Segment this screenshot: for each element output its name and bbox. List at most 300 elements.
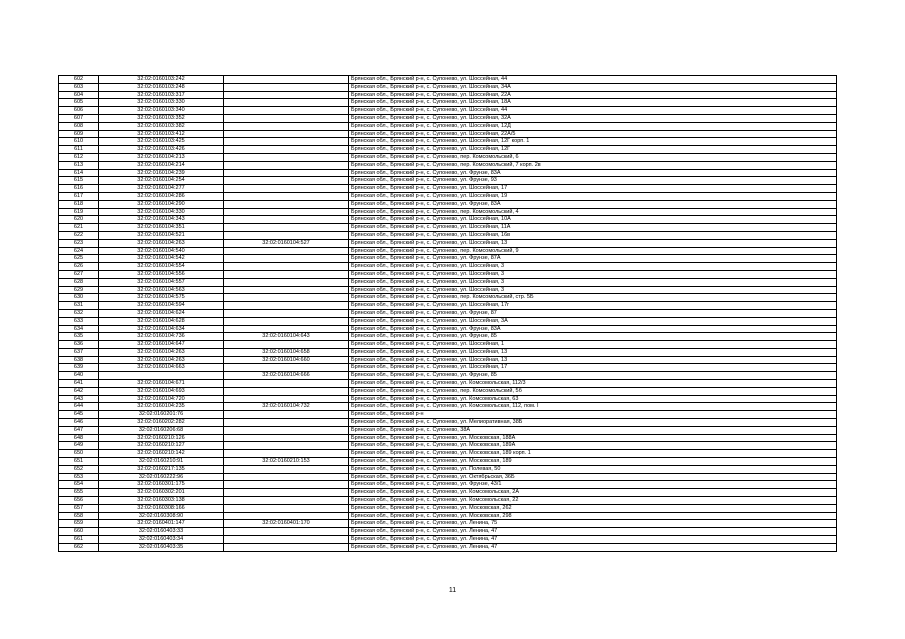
row-number-cell: 638	[59, 356, 99, 364]
address-cell: Брянская обл., Брянский р-н, с. Супонево, ул. Шоссейная, 22А/5	[349, 130, 837, 138]
related-cadastral-number-cell	[224, 138, 349, 146]
cadastral-number-cell: 32:02:0160104:554	[99, 263, 224, 271]
related-cadastral-number-cell	[224, 263, 349, 271]
related-cadastral-number-cell	[224, 83, 349, 91]
table-row	[59, 76, 837, 84]
cadastral-number-cell: 32:02:0160103:425	[99, 138, 224, 146]
cadastral-number-cell: 32:02:0160104:351	[99, 224, 224, 232]
related-cadastral-number-cell	[224, 411, 349, 419]
cadastral-number-cell: 32:02:0160104:330	[99, 208, 224, 216]
address-cell: Брянская обл., Брянский р-н, с. Супонево, ул. Московская, 189	[349, 458, 837, 466]
row-number-cell: 605	[59, 99, 99, 107]
cadastral-number-cell: 32:02:0160206:68	[99, 426, 224, 434]
table-row	[59, 153, 837, 161]
row-number-cell: 608	[59, 122, 99, 130]
row-number-cell: 648	[59, 434, 99, 442]
table-row	[59, 528, 837, 536]
related-cadastral-number-cell	[224, 192, 349, 200]
cadastral-number-cell: 32:02:0160201:76	[99, 411, 224, 419]
cadastral-number-cell: 32:02:0160104:542	[99, 255, 224, 263]
address-cell: Брянская обл., Брянский р-н, с. Супонево, ул. Фрунзе, 83А	[349, 325, 837, 333]
address-cell: Брянская обл., Брянский р-н, с. Супонево, пер. Комсомольский, 6	[349, 153, 837, 161]
table-row	[59, 130, 837, 138]
cadastral-number-cell: 32:02:0160103:242	[99, 76, 224, 84]
table-row	[59, 177, 837, 185]
row-number-cell: 640	[59, 372, 99, 380]
table-row	[59, 395, 837, 403]
table-row	[59, 356, 837, 364]
table-row	[59, 387, 837, 395]
related-cadastral-number-cell	[224, 512, 349, 520]
address-cell: Брянская обл., Брянский р-н, с. Супонево, ул. Московская, 188А	[349, 434, 837, 442]
cadastral-number-cell: 32:02:0160104:671	[99, 380, 224, 388]
related-cadastral-number-cell	[224, 489, 349, 497]
address-cell: Брянская обл., Брянский р-н, с. Супонево, ул. Шоссейная, 12Д	[349, 122, 837, 130]
table-row	[59, 161, 837, 169]
address-cell: Брянская обл., Брянский р-н, с. Супонево, ул. Московская, 189 корп. 1	[349, 450, 837, 458]
cadastral-number-cell: 32:02:0160217:135	[99, 465, 224, 473]
row-number-cell: 649	[59, 442, 99, 450]
row-number-cell: 647	[59, 426, 99, 434]
cadastral-number-cell: 32:02:0160104:556	[99, 270, 224, 278]
cadastral-number-cell: 32:02:0160104:634	[99, 325, 224, 333]
table-row	[59, 231, 837, 239]
table-row	[59, 380, 837, 388]
row-number-cell: 661	[59, 536, 99, 544]
row-number-cell: 620	[59, 216, 99, 224]
address-cell: Брянская обл., Брянский р-н, с. Супонево, ул. Комсомольская, 2А	[349, 489, 837, 497]
table-row	[59, 169, 837, 177]
related-cadastral-number-cell	[224, 177, 349, 185]
row-number-cell: 646	[59, 419, 99, 427]
related-cadastral-number-cell	[224, 208, 349, 216]
table-row	[59, 138, 837, 146]
table-row	[59, 294, 837, 302]
address-cell: Брянская обл., Брянский р-н, с. Супонево, ул. Ленина, 47	[349, 528, 837, 536]
row-number-cell: 650	[59, 450, 99, 458]
row-number-cell: 641	[59, 380, 99, 388]
table-row	[59, 185, 837, 193]
address-cell: Брянская обл., Брянский р-н, с. Супонево, ул. Московская, 298	[349, 512, 837, 520]
table-row	[59, 325, 837, 333]
related-cadastral-number-cell: 32:02:0160104:660	[224, 356, 349, 364]
row-number-cell: 606	[59, 107, 99, 115]
table-row	[59, 286, 837, 294]
related-cadastral-number-cell: 32:02:0160401:170	[224, 520, 349, 528]
table-row	[59, 278, 837, 286]
page-number: 11	[448, 587, 457, 594]
related-cadastral-number-cell	[224, 122, 349, 130]
table-row	[59, 317, 837, 325]
row-number-cell: 660	[59, 528, 99, 536]
cadastral-number-cell: 32:02:0160104:540	[99, 247, 224, 255]
address-cell: Брянская обл., Брянский р-н, с. Супонево, ул. Шоссейная, 17г	[349, 302, 837, 310]
row-number-cell: 635	[59, 333, 99, 341]
table-row	[59, 122, 837, 130]
table-row	[59, 372, 837, 380]
address-cell: Брянская обл., Брянский р-н, с. Супонево, ул. Шоссейная, 3	[349, 286, 837, 294]
related-cadastral-number-cell: 32:02:0160104:527	[224, 239, 349, 247]
table-row	[59, 504, 837, 512]
table-row	[59, 255, 837, 263]
related-cadastral-number-cell	[224, 387, 349, 395]
address-cell: Брянская обл., Брянский р-н, с. Супонево, пер. Комсомольский, 7 корп. 2в	[349, 161, 837, 169]
table-row	[59, 403, 837, 411]
cadastral-number-cell: 32:02:0160301:175	[99, 481, 224, 489]
address-cell: Брянская обл., Брянский р-н, с. Супонево, ул. Фрунзе, 87	[349, 309, 837, 317]
address-cell: Брянская обл., Брянский р-н, с. Супонево, ул. Полевая, 50	[349, 465, 837, 473]
address-cell: Брянская обл., Брянский р-н, с. Супонево, ул. Шоссейная, 22А	[349, 91, 837, 99]
row-number-cell: 628	[59, 278, 99, 286]
cadastral-number-cell: 32:02:0160103:340	[99, 107, 224, 115]
table-row	[59, 333, 837, 341]
related-cadastral-number-cell	[224, 130, 349, 138]
registry-table-body	[59, 76, 837, 552]
table-row	[59, 465, 837, 473]
address-cell: Брянская обл., Брянский р-н, с. Супонево, ул. Фрунзе, 93	[349, 177, 837, 185]
row-number-cell: 629	[59, 286, 99, 294]
cadastral-number-cell: 32:02:0160308:166	[99, 504, 224, 512]
row-number-cell: 614	[59, 169, 99, 177]
row-number-cell: 627	[59, 270, 99, 278]
cadastral-number-cell: 32:02:0160104:624	[99, 309, 224, 317]
table-row	[59, 512, 837, 520]
cadastral-number-cell: 32:02:0160103:412	[99, 130, 224, 138]
row-number-cell: 622	[59, 231, 99, 239]
address-cell: Брянская обл., Брянский р-н, с. Супонево, ул. Шоссейная, 13	[349, 356, 837, 364]
cadastral-number-cell: 32:02:0160104:213	[99, 153, 224, 161]
cadastral-number-cell: 32:02:0160403:33	[99, 528, 224, 536]
table-row	[59, 239, 837, 247]
related-cadastral-number-cell: 32:02:0160104:643	[224, 333, 349, 341]
table-row	[59, 520, 837, 528]
address-cell: Брянская обл., Брянский р-н, с. Супонево, ул. Шоссейная, 3	[349, 263, 837, 271]
related-cadastral-number-cell	[224, 465, 349, 473]
related-cadastral-number-cell	[224, 114, 349, 122]
address-cell: Брянская обл., Брянский р-н, с. Супонево, пер. Комсомольский, 9	[349, 247, 837, 255]
table-row	[59, 442, 837, 450]
cadastral-number-cell: 32:02:0160103:317	[99, 91, 224, 99]
row-number-cell: 656	[59, 497, 99, 505]
address-cell: Брянская обл., Брянский р-н, с. Супонево, ул. Шоссейная, 19	[349, 192, 837, 200]
row-number-cell: 619	[59, 208, 99, 216]
row-number-cell: 659	[59, 520, 99, 528]
related-cadastral-number-cell	[224, 247, 349, 255]
row-number-cell: 618	[59, 200, 99, 208]
related-cadastral-number-cell	[224, 419, 349, 427]
table-row	[59, 99, 837, 107]
row-number-cell: 639	[59, 364, 99, 372]
row-number-cell: 610	[59, 138, 99, 146]
address-cell: Брянская обл., Брянский р-н, с. Супонево, ул. Ленина, 47	[349, 543, 837, 551]
row-number-cell: 657	[59, 504, 99, 512]
row-number-cell: 651	[59, 458, 99, 466]
cadastral-number-cell: 32:02:0160104:594	[99, 302, 224, 310]
cadastral-number-cell	[99, 372, 224, 380]
related-cadastral-number-cell	[224, 185, 349, 193]
address-cell: Брянская обл., Брянский р-н, с. Супонево, ул. Шоссейная, 16в	[349, 231, 837, 239]
address-cell: Брянская обл., Брянский р-н, с. Супонево, ул. Шоссейная, 34А	[349, 83, 837, 91]
cadastral-number-cell: 32:02:0160210:127	[99, 442, 224, 450]
cadastral-number-cell: 32:02:0160103:248	[99, 83, 224, 91]
cadastral-number-cell: 32:02:0160104:343	[99, 216, 224, 224]
table-row	[59, 473, 837, 481]
row-number-cell: 611	[59, 146, 99, 154]
related-cadastral-number-cell	[224, 543, 349, 551]
related-cadastral-number-cell	[224, 99, 349, 107]
table-row	[59, 434, 837, 442]
cadastral-number-cell: 32:02:0160210:91	[99, 458, 224, 466]
table-row	[59, 458, 837, 466]
related-cadastral-number-cell	[224, 231, 349, 239]
related-cadastral-number-cell	[224, 302, 349, 310]
address-cell: Брянская обл., Брянский р-н, с. Супонево, ул. Шоссейная, 17	[349, 364, 837, 372]
address-cell: Брянская обл., Брянский р-н, с. Супонево, ул. Комсомольская, 22	[349, 497, 837, 505]
cadastral-number-cell: 32:02:0160103:330	[99, 99, 224, 107]
address-cell: Брянская обл., Брянский р-н, с. Супонево, ул. Шоссейная, 32А	[349, 114, 837, 122]
related-cadastral-number-cell	[224, 91, 349, 99]
row-number-cell: 653	[59, 473, 99, 481]
related-cadastral-number-cell	[224, 200, 349, 208]
related-cadastral-number-cell	[224, 536, 349, 544]
table-row	[59, 224, 837, 232]
related-cadastral-number-cell: 32:02:0160210:153	[224, 458, 349, 466]
address-cell: Брянская обл., Брянский р-н, с. Супонево, ул. Шоссейная, 13	[349, 239, 837, 247]
cadastral-number-cell: 32:02:0160103:426	[99, 146, 224, 154]
cadastral-number-cell: 32:02:0160302:201	[99, 489, 224, 497]
cadastral-number-cell: 32:02:0160104:290	[99, 200, 224, 208]
address-cell: Брянская обл., Брянский р-н, с. Супонево, ул. Шоссейная, 11А	[349, 224, 837, 232]
table-row	[59, 200, 837, 208]
cadastral-number-cell: 32:02:0160210:142	[99, 450, 224, 458]
table-row	[59, 348, 837, 356]
cadastral-number-cell: 32:02:0160104:254	[99, 177, 224, 185]
table-row	[59, 341, 837, 349]
related-cadastral-number-cell	[224, 278, 349, 286]
cadastral-number-cell: 32:02:0160403:35	[99, 543, 224, 551]
row-number-cell: 632	[59, 309, 99, 317]
row-number-cell: 630	[59, 294, 99, 302]
table-row	[59, 146, 837, 154]
related-cadastral-number-cell	[224, 216, 349, 224]
table-row	[59, 263, 837, 271]
row-number-cell: 624	[59, 247, 99, 255]
cadastral-number-cell: 32:02:0160104:693	[99, 387, 224, 395]
address-cell: Брянская обл., Брянский р-н	[349, 411, 837, 419]
related-cadastral-number-cell	[224, 341, 349, 349]
address-cell: Брянская обл., Брянский р-н, с. Супонево, пер. Комсомольский, 5б	[349, 387, 837, 395]
related-cadastral-number-cell	[224, 294, 349, 302]
address-cell: Брянская обл., Брянский р-н, с. Супонево, ул. Шоссейная, 3	[349, 270, 837, 278]
related-cadastral-number-cell	[224, 380, 349, 388]
table-row	[59, 302, 837, 310]
table-row	[59, 411, 837, 419]
row-number-cell: 609	[59, 130, 99, 138]
table-row	[59, 91, 837, 99]
row-number-cell: 625	[59, 255, 99, 263]
related-cadastral-number-cell	[224, 426, 349, 434]
row-number-cell: 637	[59, 348, 99, 356]
address-cell: Брянская обл., Брянский р-н, с. Супонево, ул. Фрунзе, 85	[349, 372, 837, 380]
cadastral-number-cell: 32:02:0160104:628	[99, 317, 224, 325]
related-cadastral-number-cell	[224, 224, 349, 232]
address-cell: Брянская обл., Брянский р-н, с. Супонево, 38А	[349, 426, 837, 434]
address-cell: Брянская обл., Брянский р-н, с. Супонево, ул. Московская, 189А	[349, 442, 837, 450]
row-number-cell: 626	[59, 263, 99, 271]
row-number-cell: 613	[59, 161, 99, 169]
address-cell: Брянская обл., Брянский р-н, с. Супонево, ул. Ленина, 75	[349, 520, 837, 528]
table-row	[59, 83, 837, 91]
cadastral-number-cell: 32:02:0160104:263	[99, 239, 224, 247]
related-cadastral-number-cell	[224, 169, 349, 177]
row-number-cell: 621	[59, 224, 99, 232]
address-cell: Брянская обл., Брянский р-н, с. Супонево, ул. Комсомольская, 112, пом. I	[349, 403, 837, 411]
table-row	[59, 543, 837, 551]
row-number-cell: 643	[59, 395, 99, 403]
cadastral-number-cell: 32:02:0160104:720	[99, 395, 224, 403]
related-cadastral-number-cell	[224, 434, 349, 442]
cadastral-number-cell: 32:02:0160104:736	[99, 333, 224, 341]
address-cell: Брянская обл., Брянский р-н, с. Супонево, ул. Фрунзе, 43/1	[349, 481, 837, 489]
address-cell: Брянская обл., Брянский р-н, с. Супонево, ул. Шоссейная, 18А	[349, 99, 837, 107]
cadastral-number-cell: 32:02:0160103:382	[99, 122, 224, 130]
cadastral-number-cell: 32:02:0160308:90	[99, 512, 224, 520]
cadastral-number-cell: 32:02:0160104:263	[99, 356, 224, 364]
table-row	[59, 270, 837, 278]
cadastral-number-cell: 32:02:0160104:235	[99, 403, 224, 411]
related-cadastral-number-cell	[224, 255, 349, 263]
address-cell: Брянская обл., Брянский р-н, с. Супонево, ул. Шоссейная, 12Г корп. 1	[349, 138, 837, 146]
address-cell: Брянская обл., Брянский р-н, с. Супонево, пер. Комсомольский, стр. 5Б	[349, 294, 837, 302]
related-cadastral-number-cell	[224, 325, 349, 333]
table-row	[59, 107, 837, 115]
row-number-cell: 617	[59, 192, 99, 200]
related-cadastral-number-cell	[224, 286, 349, 294]
table-row	[59, 192, 837, 200]
address-cell: Брянская обл., Брянский р-н, с. Супонево, ул. Шоссейная, 3А	[349, 317, 837, 325]
row-number-cell: 623	[59, 239, 99, 247]
related-cadastral-number-cell: 32:02:0160104:666	[224, 372, 349, 380]
cadastral-number-cell: 32:02:0160401:147	[99, 520, 224, 528]
table-row	[59, 426, 837, 434]
row-number-cell: 631	[59, 302, 99, 310]
cadastral-number-cell: 32:02:0160104:563	[99, 286, 224, 294]
related-cadastral-number-cell	[224, 497, 349, 505]
row-number-cell: 658	[59, 512, 99, 520]
cadastral-number-cell: 32:02:0160104:214	[99, 161, 224, 169]
related-cadastral-number-cell	[224, 450, 349, 458]
table-row	[59, 497, 837, 505]
row-number-cell: 616	[59, 185, 99, 193]
address-cell: Брянская обл., Брянский р-н, с. Супонево, ул. Шоссейная, 1	[349, 341, 837, 349]
related-cadastral-number-cell	[224, 504, 349, 512]
table-row	[59, 489, 837, 497]
cadastral-registry-table	[58, 75, 837, 552]
address-cell: Брянская обл., Брянский р-н, с. Супонево, ул. Комсомольская, 63	[349, 395, 837, 403]
row-number-cell: 642	[59, 387, 99, 395]
row-number-cell: 602	[59, 76, 99, 84]
cadastral-number-cell: 32:02:0160210:126	[99, 434, 224, 442]
related-cadastral-number-cell	[224, 395, 349, 403]
row-number-cell: 633	[59, 317, 99, 325]
cadastral-number-cell: 32:02:0160403:34	[99, 536, 224, 544]
cadastral-number-cell: 32:02:0160303:138	[99, 497, 224, 505]
related-cadastral-number-cell	[224, 107, 349, 115]
row-number-cell: 634	[59, 325, 99, 333]
row-number-cell: 604	[59, 91, 99, 99]
related-cadastral-number-cell	[224, 473, 349, 481]
row-number-cell: 615	[59, 177, 99, 185]
related-cadastral-number-cell	[224, 442, 349, 450]
table-row	[59, 364, 837, 372]
cadastral-number-cell: 32:02:0160104:521	[99, 231, 224, 239]
related-cadastral-number-cell	[224, 528, 349, 536]
cadastral-number-cell: 32:02:0160202:282	[99, 419, 224, 427]
row-number-cell: 645	[59, 411, 99, 419]
address-cell: Брянская обл., Брянский р-н, с. Супонево, ул. Московская, 262	[349, 504, 837, 512]
address-cell: Брянская обл., Брянский р-н, с. Супонево, ул. Шоссейная, 17	[349, 185, 837, 193]
row-number-cell: 662	[59, 543, 99, 551]
row-number-cell: 654	[59, 481, 99, 489]
related-cadastral-number-cell	[224, 161, 349, 169]
cadastral-number-cell: 32:02:0160104:557	[99, 278, 224, 286]
related-cadastral-number-cell	[224, 317, 349, 325]
cadastral-number-cell: 32:02:0160104:575	[99, 294, 224, 302]
related-cadastral-number-cell	[224, 309, 349, 317]
row-number-cell: 644	[59, 403, 99, 411]
related-cadastral-number-cell	[224, 146, 349, 154]
table-row	[59, 481, 837, 489]
cadastral-number-cell: 32:02:0160104:239	[99, 169, 224, 177]
table-row	[59, 208, 837, 216]
cadastral-number-cell: 32:02:0160103:352	[99, 114, 224, 122]
table-row	[59, 216, 837, 224]
table-row	[59, 536, 837, 544]
cadastral-number-cell: 32:02:0160104:277	[99, 185, 224, 193]
table-row	[59, 419, 837, 427]
related-cadastral-number-cell	[224, 270, 349, 278]
related-cadastral-number-cell: 32:02:0160104:658	[224, 348, 349, 356]
related-cadastral-number-cell	[224, 364, 349, 372]
cadastral-number-cell: 32:02:0160104:647	[99, 341, 224, 349]
cadastral-number-cell: 32:02:0160222:96	[99, 473, 224, 481]
address-cell: Брянская обл., Брянский р-н, с. Супонево, ул. Мелиоративная, 38Б	[349, 419, 837, 427]
related-cadastral-number-cell: 32:02:0160104:732	[224, 403, 349, 411]
address-cell: Брянская обл., Брянский р-н, с. Супонево, пер. Комсомольский, 4	[349, 208, 837, 216]
row-number-cell: 652	[59, 465, 99, 473]
related-cadastral-number-cell	[224, 153, 349, 161]
address-cell: Брянская обл., Брянский р-н, с. Супонево, ул. Октябрьская, 36Б	[349, 473, 837, 481]
table-row	[59, 247, 837, 255]
related-cadastral-number-cell	[224, 76, 349, 84]
related-cadastral-number-cell	[224, 481, 349, 489]
address-cell: Брянская обл., Брянский р-н, с. Супонево, ул. Шоссейная, 44	[349, 76, 837, 84]
address-cell: Брянская обл., Брянский р-н, с. Супонево, ул. Шоссейная, 44	[349, 107, 837, 115]
row-number-cell: 655	[59, 489, 99, 497]
row-number-cell: 636	[59, 341, 99, 349]
address-cell: Брянская обл., Брянский р-н, с. Супонево, ул. Фрунзе, 83А	[349, 169, 837, 177]
address-cell: Брянская обл., Брянский р-н, с. Супонево, ул. Ленина, 47	[349, 536, 837, 544]
row-number-cell: 607	[59, 114, 99, 122]
cadastral-number-cell: 32:02:0160104:263	[99, 348, 224, 356]
row-number-cell: 612	[59, 153, 99, 161]
address-cell: Брянская обл., Брянский р-н, с. Супонево, ул. Шоссейная, 3	[349, 278, 837, 286]
address-cell: Брянская обл., Брянский р-н, с. Супонево, ул. Фрунзе, 83А	[349, 200, 837, 208]
address-cell: Брянская обл., Брянский р-н, с. Супонево, ул. Комсомольская, 112/3	[349, 380, 837, 388]
cadastral-number-cell: 32:02:0160104:286	[99, 192, 224, 200]
cadastral-number-cell: 32:02:0160104:663	[99, 364, 224, 372]
table-row	[59, 114, 837, 122]
